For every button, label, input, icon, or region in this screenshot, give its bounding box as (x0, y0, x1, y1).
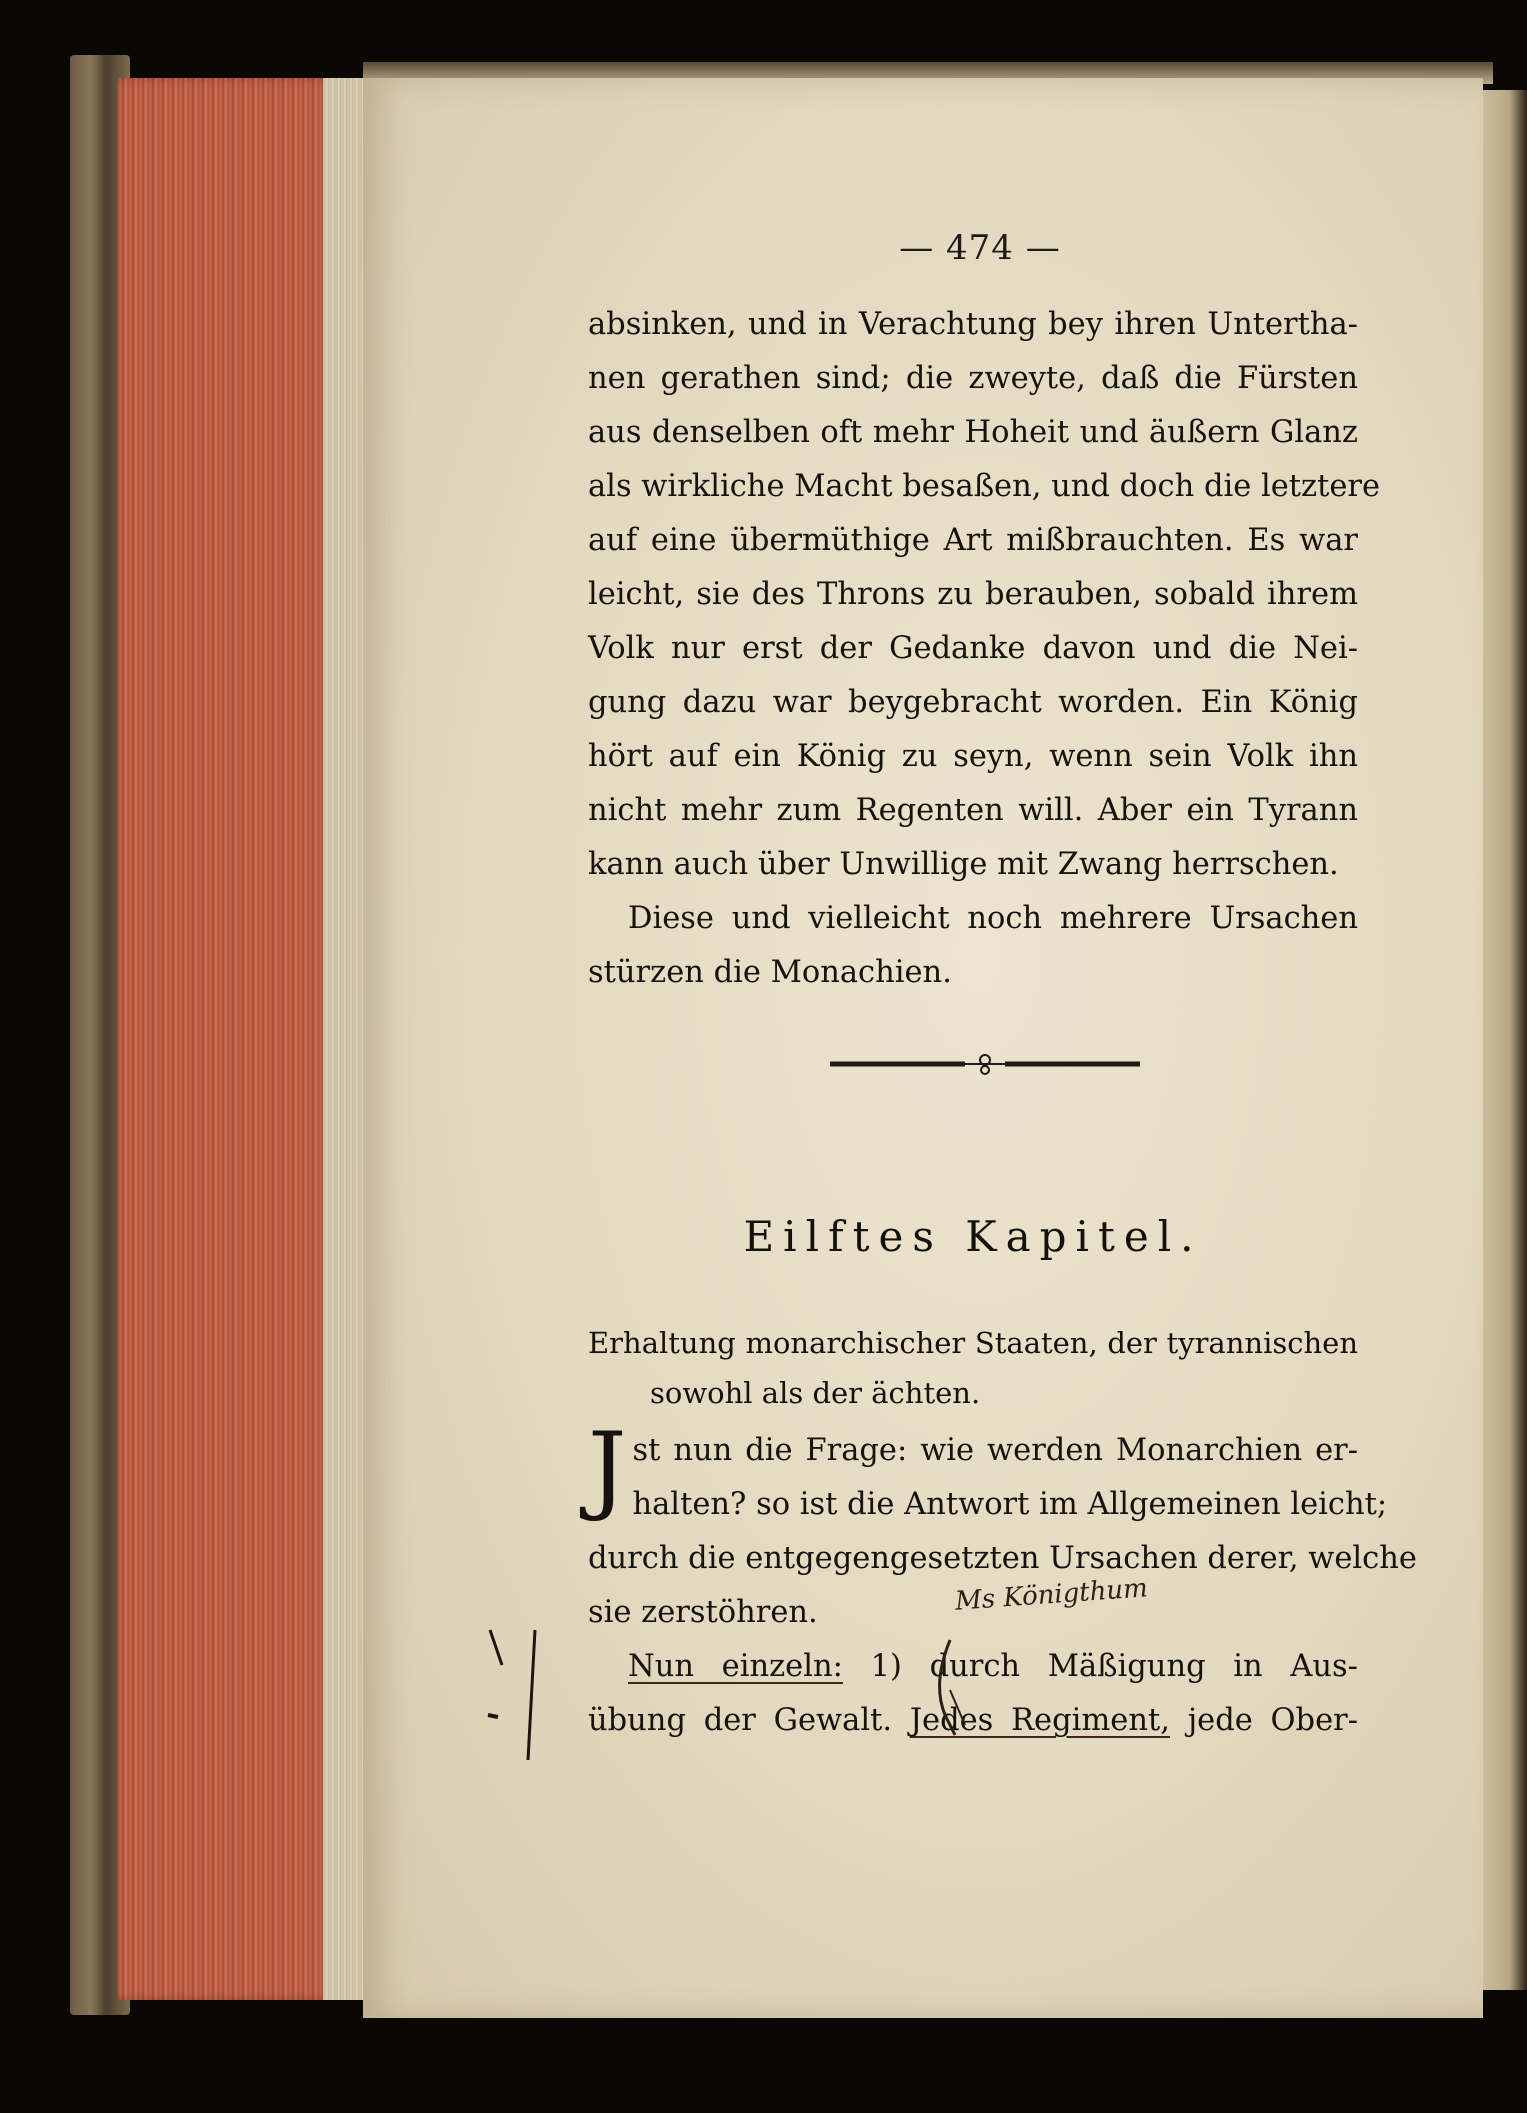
summary-line: sowohl als der ächten. (650, 1376, 981, 1410)
text-line: durch die entgegengesetzten Ursachen derer, welche (588, 1541, 1417, 1576)
text-line: absinken, und in Verachtung bey ihren Untertha- (588, 307, 1358, 342)
page-edges (118, 78, 363, 2000)
summary-line: Erhaltung monarchischer Staaten, der tyrannischen (588, 1326, 1358, 1360)
text-line: gung dazu war beygebracht worden. Ein König (588, 685, 1358, 720)
chapter-heading: Eilftes Kapitel. (743, 1212, 1203, 1261)
drop-cap: J (588, 1412, 627, 1524)
text-line: kann auch über Unwillige mit Zwang herrschen. (588, 847, 1339, 882)
underlined-phrase: Jedes Regiment, (909, 1703, 1170, 1738)
text-line: leicht, sie des Throns zu berauben, sobald ihrem (588, 577, 1358, 612)
text-fragment: übung der Gewalt. (588, 1703, 893, 1738)
text-line: Diese und vielleicht noch mehrere Ursachen (628, 901, 1358, 936)
page-number: — 474 — (899, 228, 1061, 268)
text-fragment: jede Ober- (1187, 1703, 1359, 1738)
text-line: stürzen die Monachien. (588, 955, 952, 990)
text-line: auf eine übermüthige Art mißbrauchten. Es war (588, 523, 1358, 558)
text-line: nicht mehr zum Regenten will. Aber ein Tyrann (588, 793, 1358, 828)
ink-bracket-mark (930, 1635, 1220, 1755)
text-line: st nun die Frage: wie werden Monarchien er- (632, 1433, 1358, 1468)
text-line: als wirkliche Macht besaßen, und doch die letztere (588, 469, 1381, 504)
text-line: sie zerstöhren. (588, 1595, 818, 1630)
text-line: Volk nur erst der Gedanke davon und die Nei- (588, 631, 1358, 666)
paragraph-1 (588, 298, 1381, 1000)
handwritten-annotation: Ms Königthum (954, 1573, 1149, 1617)
divider-ornament (830, 1052, 1140, 1076)
underlined-phrase: Nun einzeln: (628, 1649, 843, 1684)
right-gutter (1483, 90, 1527, 1990)
text-fragment: 1) durch Mäßigung in Aus- (870, 1649, 1358, 1684)
text-line: nen gerathen sind; die zweyte, daß die Fürsten (588, 361, 1358, 396)
text-line: aus denselben oft mehr Hoheit und äußern Glanz (588, 415, 1358, 450)
text-line: halten? so ist die Antwort im Allgemeinen leicht; (632, 1487, 1388, 1522)
chapter-summary (588, 1318, 1358, 1418)
margin-pencil-marks (480, 1620, 560, 1770)
text-line: hört auf ein König zu seyn, wenn sein Volk ihn (588, 739, 1358, 774)
